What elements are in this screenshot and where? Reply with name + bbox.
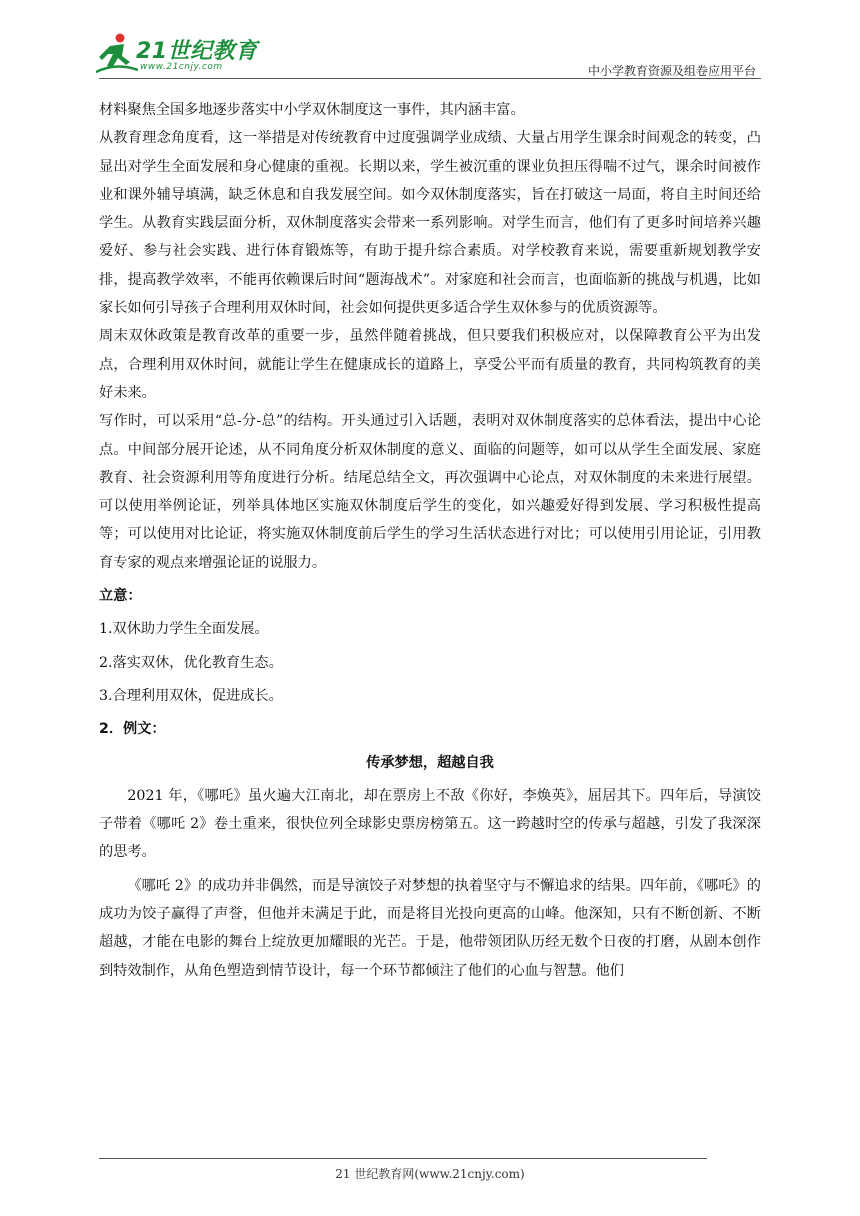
paragraph: 材料聚焦全国多地逐步落实中小学双休制度这一事件，其内涵丰富。 [99, 102, 525, 118]
essay-title: 传承梦想，超越自我 [366, 754, 494, 771]
logo-text: 21世纪教育 [136, 39, 258, 64]
footer-link[interactable]: 21 世纪教育网(www.21cnjy.com) [335, 1167, 525, 1181]
liyi-item: 2.落实双休，优化教育生态。 [99, 654, 283, 671]
site-logo[interactable] [96, 32, 271, 78]
platform-name: 中小学教育资源及组卷应用平台 [587, 64, 756, 78]
document-body [99, 96, 761, 985]
liyi-item: 1.双休助力学生全面发展。 [99, 621, 269, 638]
footer-divider [99, 1158, 707, 1159]
liyi-heading: 立意： [99, 588, 142, 605]
liyi-item: 3.合理利用双休，促进成长。 [99, 687, 283, 704]
paragraph: 周末双休政策是教育改革的重要一步，虽然伴随着挑战，但只要我们积极应对，以保障教育公平为出发点，合理利用双休时间，就能让学生在健康成长的道路上，享受公平而有质量的教育，共同构筑教育的美好未来。 [99, 328, 761, 401]
page-header [0, 0, 860, 80]
logo-url: www.21cnjy.com [140, 62, 223, 72]
paragraph: 从教育理念角度看，这一举措是对传统教育中过度强调学业成绩、大量占用学生课余时间观念的转变，凸显出对学生全面发展和身心健康的重视。长期以来，学生被沉重的课业负担压得喘不过气，课余时间被作业和课外辅导填满，缺乏休息和自我发展空间。如今双休制度落实，旨在打破这一局面，将自主时间还给学生。从教育实践层面分析，双休制度落实会带来一系列影响。对学生而言，他们有了更多时间培养兴趣爱好、参与社会实践、进行体育锻炼等，有助于提升综合素质。对学校教育来说，需要重新规划教学安排，提高教学效率，不能再依赖课后时间“题海战术”。对家庭和社会而言，也面临新的挑战与机遇，比如家长如何引导孩子合理利用双休时间，社会如何提供更多适合学生双休参与的优质资源等。 [99, 130, 761, 317]
example-heading: 2．例文： [99, 721, 166, 738]
paragraph: 写作时，可以采用“总-分-总”的结构。开头通过引入话题，表明对双休制度落实的总体看法，提出中心论点。中间部分展开论述，从不同角度分析双休制度的意义、面临的问题等，如可以从学生全面发展、家庭教育、社会资源利用等角度进行分析。结尾总结全文，再次强调中心论点，对双休制度的未来进行展望。可以使用举例论证，列举具体地区实施双休制度后学生的变化，如兴趣爱好得到发展、学习积极性提高等；可以使用对比论证，将实施双休制度前后学生的学习生活状态进行对比；可以使用引用论证，引用教育专家的观点来增强论证的说服力。 [99, 413, 761, 571]
header-divider [99, 78, 761, 79]
runner-logo-icon [96, 32, 138, 76]
essay-paragraph: 2021 年，《哪吒》虽火遍大江南北，却在票房上不敌《你好，李焕英》，屈居其下。四年后，导演饺子带着《哪吒 2》卷土重来，很快位列全球影史票房榜第五。这一跨越时空的传承与超越，引发了我深深的思考。 [99, 787, 761, 861]
essay-paragraph: 《哪吒 2》的成功并非偶然，而是导演饺子对梦想的执着坚守与不懈追求的结果。四年前，《哪吒》的成功为饺子赢得了声誉，但他并未满足于此，而是将目光投向更高的山峰。他深知，只有不断创新、不断超越，才能在电影的舞台上绽放更加耀眼的光芒。于是，他带领团队历经无数个日夜的打磨，从剧本创作到特效制作，从角色塑造到情节设计，每一个环节都倾注了他们的心血与智慧。他们 [99, 877, 761, 979]
